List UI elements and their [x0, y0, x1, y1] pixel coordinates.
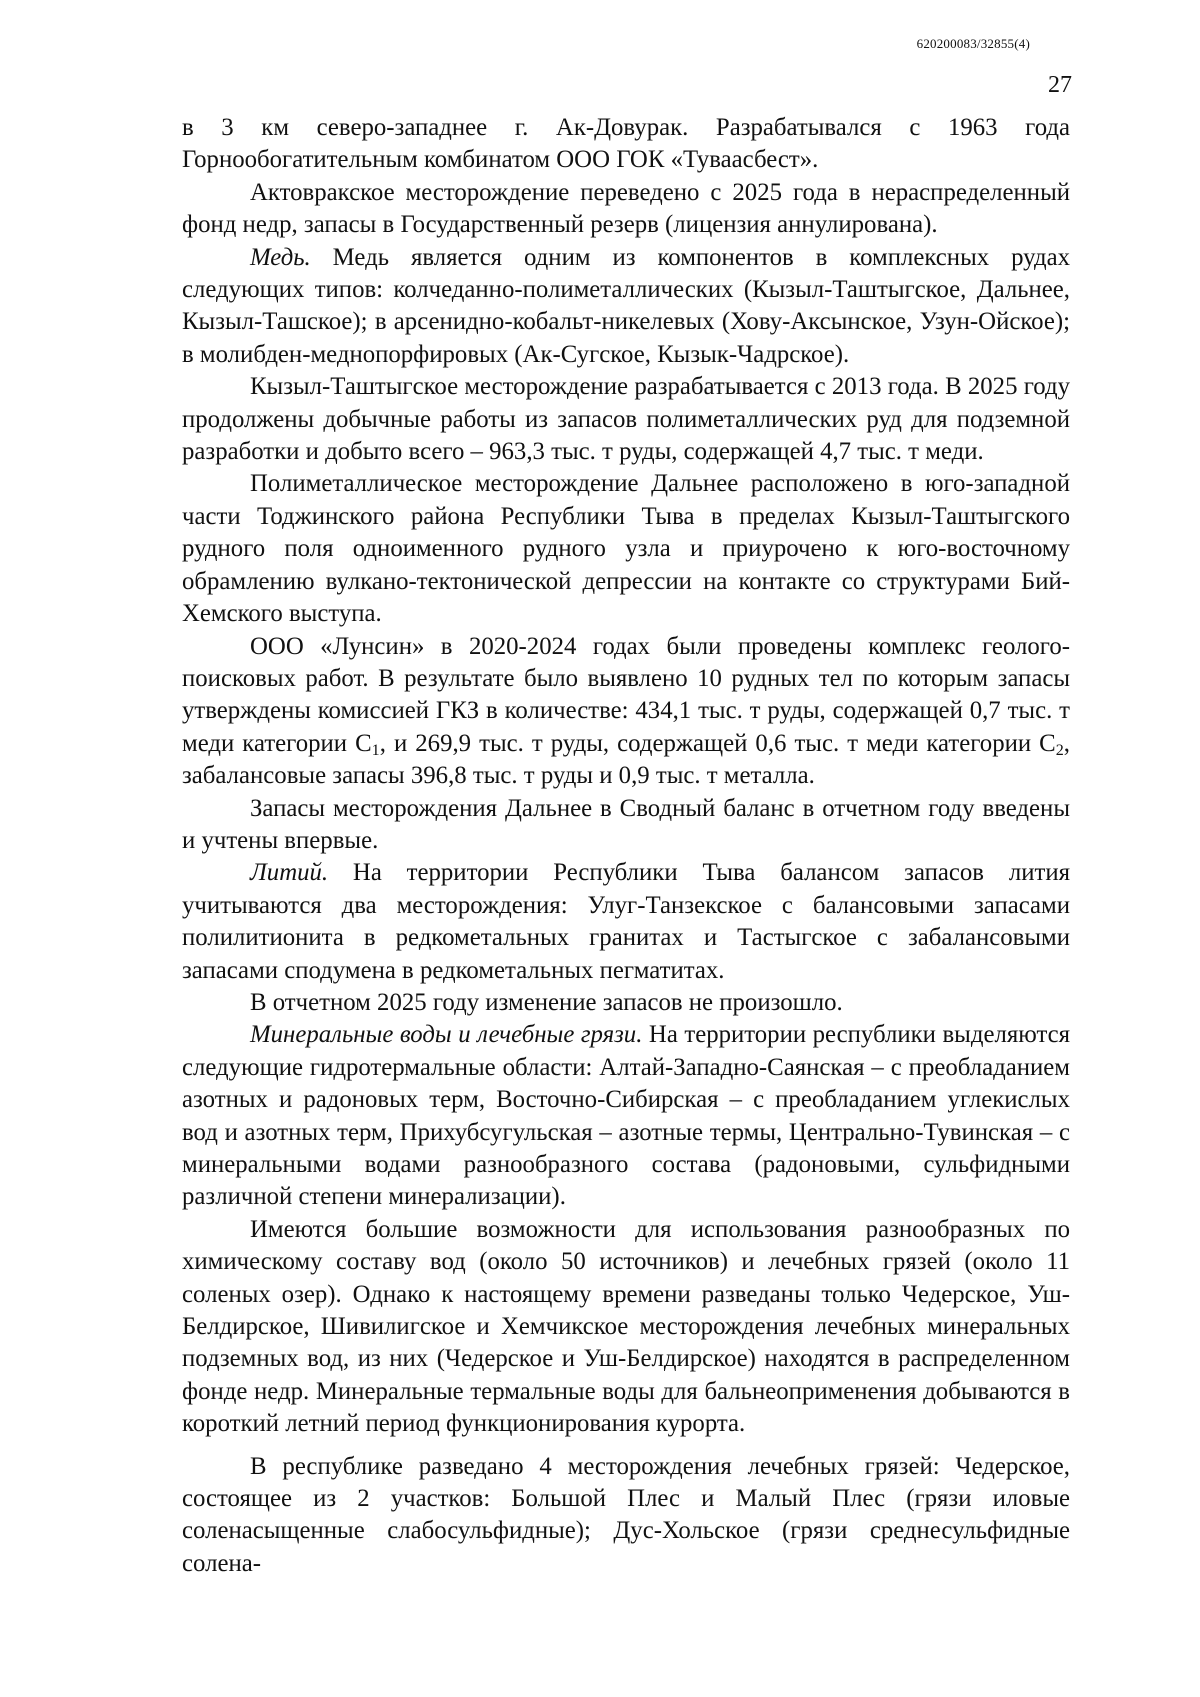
- paragraph-text: ООО «Лунсин» в 2020-2024 годах были проведены комплекс геолого-поисковых работ. В результате было выявлено 10 рудных тел по которым запасы утверждены комиссией ГКЗ в количестве: 434,1 тыс. т руды, содержащей 0,7 тыс. т меди категории С: [182, 632, 1070, 757]
- paragraph: [182, 371, 1070, 468]
- paragraph-text: На территории республики выделяются следующие гидротермальные области: Алтай-Западно-Саянская – с преобладанием азотных и радоновых терм, Восточно-Сибирская – с преобладанием углекислых вод и азотных терм, Прихубсугульская – азотные термы, Центрально-Тувинская – с минеральными водами разнообразного состава (радоновыми, сульфидными различной степени минерализации).: [182, 1021, 1070, 1211]
- paragraph-lead: Литий.: [250, 859, 329, 887]
- paragraph-lead: Минеральные воды и лечебные грязи.: [250, 1021, 643, 1049]
- paragraph-text: В республике разведано 4 месторождения лечебных грязей: Чедерское, состоящее из 2 участков: Большой Плес и Малый Плес (грязи иловые соленасыщенные слабосульфидные); Дус-Хольское (грязи среднесульфидные солена-: [182, 1452, 1070, 1577]
- paragraph-text: Запасы месторождения Дальнее в Сводный баланс в отчетном году введены и учтены впервые.: [182, 794, 1070, 854]
- paragraph: [182, 631, 1070, 793]
- paragraph: [182, 1214, 1070, 1441]
- paragraph: [182, 987, 1070, 1019]
- page-number: 27: [1048, 72, 1072, 98]
- paragraph-lead: Медь.: [250, 243, 311, 271]
- paragraph: [182, 793, 1070, 858]
- paragraph-text: , и 269,9 тыс. т руды, содержащей 0,6 тыс. т меди категории С: [379, 729, 1056, 757]
- paragraph: [182, 1451, 1070, 1581]
- paragraph-text: Медь является одним из компонентов в комплексных рудах следующих типов: колчеданно-полиметаллических (Кызыл-Таштыгское, Дальнее, Кызыл-Ташское); в арсенидно-кобальт-никелевых (Хову-Аксынское, Узун-Ойское); в молибден-меднопорфировых (Ак-Сугское, Кызык-Чадрское).: [182, 243, 1070, 368]
- paragraph: [182, 177, 1070, 242]
- paragraph-text: Актовракское месторождение переведено с 2025 года в нераспределенный фонд недр, запасы в Государственный резерв (лицензия аннулирована).: [182, 178, 1070, 239]
- paragraph-text: Имеются большие возможности для использования разнообразных по химическому составу вод (около 50 источников) и лечебных грязей (около 11 соленых озер). Однако к настоящему времени разведаны только Чедерское, Уш-Белдирское, Шивилигское и Хемчикское месторождения лечебных минеральных подземных вод, из них (Чедерское и Уш-Белдирское) находятся в распределенном фонде недр. Минеральные термальные воды для бальнеоприменения добываются в короткий летний период функционирования курорта.: [182, 1215, 1070, 1438]
- paragraph-text: , забалансовые запасы 396,8 тыс. т руды и 0,9 тыс. т металла.: [182, 729, 1070, 790]
- document-id: 620200083/32855(4): [916, 36, 1030, 51]
- paragraph-text: Полиметаллическое месторождение Дальнее расположено в юго-западной части Тоджинского района Республики Тыва в пределах Кызыл-Таштыгского рудного поля одноименного рудного узла и приурочено к юго-восточному обрамлению вулкано-тектонической депрессии на контакте со структурами Бий-Хемского выступа.: [182, 470, 1070, 628]
- subscript: 2: [1055, 741, 1064, 759]
- paragraph-text: В отчетном 2025 году изменение запасов не произошло.: [250, 988, 843, 1016]
- paragraph-text: Кызыл-Таштыгское месторождение разрабатывается с 2013 года. В 2025 году продолжены добычные работы из запасов полиметаллических руд для подземной разработки и добыто всего – 963,3 тыс. т руды, содержащей 4,7 тыс. т меди.: [182, 373, 1070, 466]
- paragraph: [182, 112, 1070, 177]
- paragraph: [182, 242, 1070, 372]
- subscript: 1: [371, 741, 380, 759]
- paragraph: [182, 468, 1070, 630]
- paragraph-text: На территории Республики Тыва балансом запасов лития учитываются два месторождения: Улуг-Танзекское с балансовыми запасами полилитионита в редкометальных гранитах и Тастыгское с забалансовыми запасами сподумена в редкометальных пегматитах.: [182, 859, 1070, 984]
- paragraph-text: в 3 км северо-западнее г. Ак-Довурак. Разрабатывался с 1963 года Горнообогатительным комбинатом ООО ГОК «Туваасбест».: [182, 114, 1070, 174]
- paragraph: [182, 1019, 1070, 1213]
- document-body: [182, 112, 1070, 1580]
- paragraph: [182, 857, 1070, 987]
